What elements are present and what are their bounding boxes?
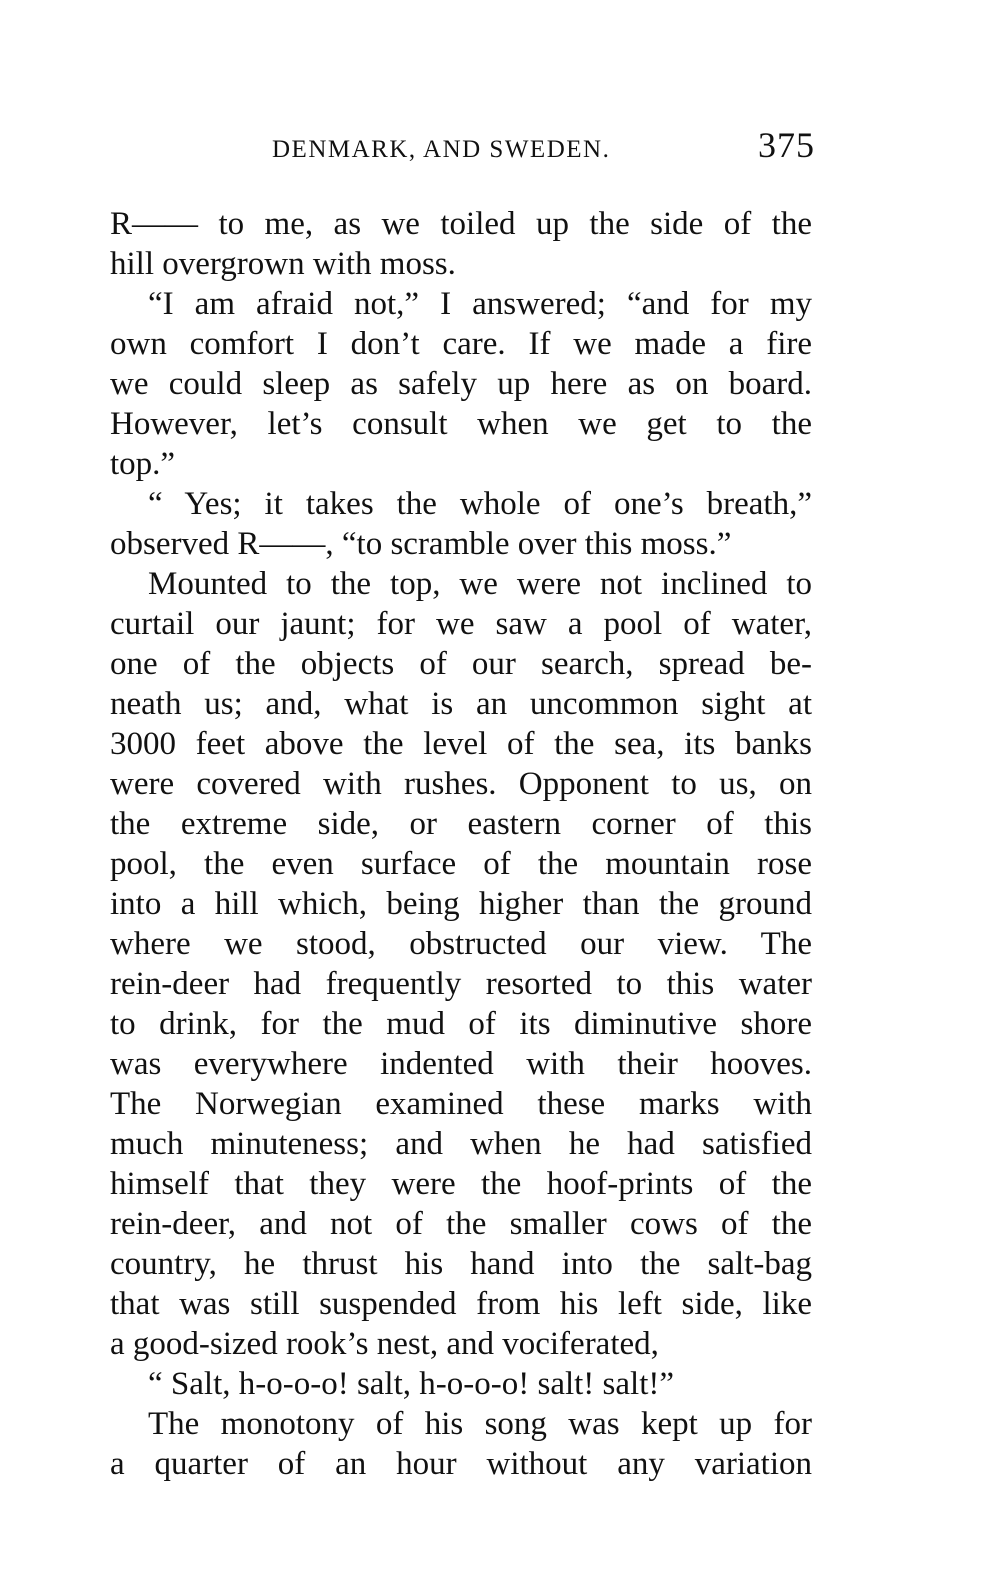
text-line: curtail our jaunt; for we saw a pool of water,	[110, 606, 812, 642]
text-line: pool, the even surface of the mountain rose	[110, 846, 812, 882]
text-line: himself that they were the hoof-prints of the	[110, 1166, 812, 1202]
text-line: country, he thrust his hand into the salt-bag	[110, 1246, 812, 1282]
text-line: a good-sized rook’s nest, and vociferated,	[110, 1326, 659, 1362]
text-line: “I am afraid not,” I answered; “and for my	[148, 286, 812, 322]
text-line: into a hill which, being higher than the ground	[110, 886, 812, 922]
text-line: much minuteness; and when he had satisfied	[110, 1126, 812, 1162]
text-line: “ Salt, h-o-o-o! salt, h-o-o-o! salt! salt!”	[148, 1366, 675, 1402]
text-line: The monotony of his song was kept up for	[148, 1406, 812, 1442]
text-line: neath us; and, what is an uncommon sight at	[110, 686, 812, 722]
text-line: rein-deer had frequently resorted to this water	[110, 966, 812, 1002]
text-line: The Norwegian examined these marks with	[110, 1086, 812, 1122]
text-line: own comfort I don’t care. If we made a fire	[110, 326, 812, 362]
text-line: a quarter of an hour without any variation	[110, 1446, 812, 1482]
text-line: observed R——, “to scramble over this moss.”	[110, 526, 732, 562]
text-line: 3000 feet above the level of the sea, its banks	[110, 726, 812, 762]
body-text	[110, 204, 812, 1484]
text-line: that was still suspended from his left side, like	[110, 1286, 812, 1322]
text-line: R—— to me, as we toiled up the side of the	[110, 206, 812, 242]
text-line: where we stood, obstructed our view. The	[110, 926, 812, 962]
text-line: one of the objects of our search, spread be-	[110, 646, 812, 682]
text-line: we could sleep as safely up here as on board.	[110, 366, 812, 402]
text-line: Mounted to the top, we were not inclined to	[148, 566, 812, 602]
text-line: was everywhere indented with their hooves.	[110, 1046, 812, 1082]
text-line: rein-deer, and not of the smaller cows of the	[110, 1206, 812, 1242]
text-line: “ Yes; it takes the whole of one’s breath,”	[148, 486, 812, 522]
text-line: hill overgrown with moss.	[110, 246, 456, 282]
text-line: However, let’s consult when we get to the	[110, 406, 812, 442]
page-number: 375	[758, 125, 815, 165]
running-title: DENMARK, AND SWEDEN.	[272, 136, 611, 163]
running-head	[110, 124, 815, 174]
text-line: were covered with rushes. Opponent to us, on	[110, 766, 812, 802]
text-line: top.”	[110, 446, 176, 482]
text-line: to drink, for the mud of its diminutive shore	[110, 1006, 812, 1042]
text-line: the extreme side, or eastern corner of this	[110, 806, 812, 842]
